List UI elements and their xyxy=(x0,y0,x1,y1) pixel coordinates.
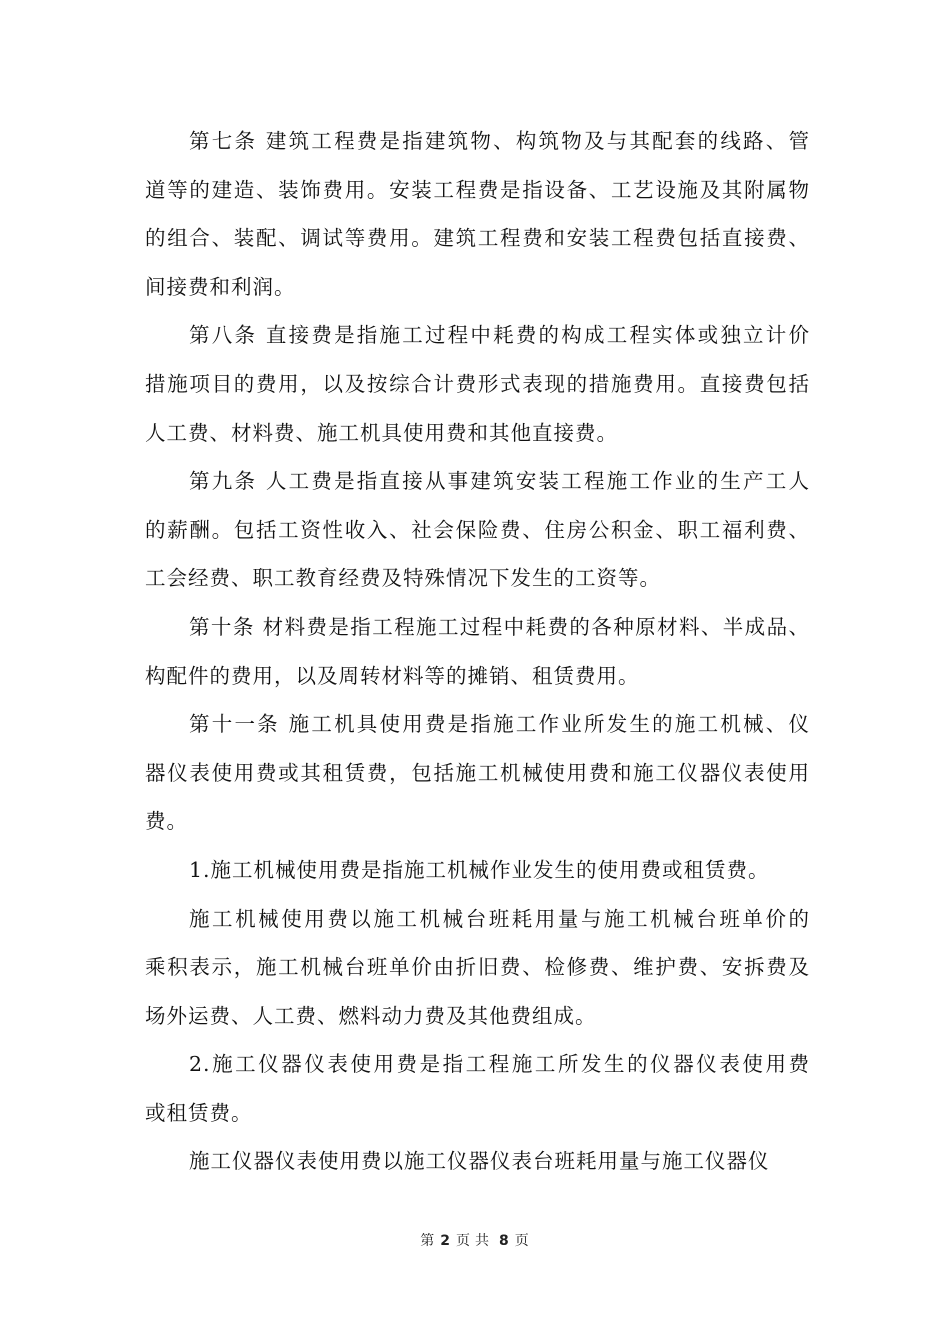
paragraph-line: 第九条 人工费是指直接从事建筑安装工程施工作业的生产工人 xyxy=(189,469,810,494)
paragraph-line: 的组合、装配、调试等费用。建筑工程费和安装工程费包括直接费、 xyxy=(145,226,810,251)
paragraph-line: 2.施工仪器仪表使用费是指工程施工所发生的仪器仪表使用费 xyxy=(189,1052,810,1077)
footer-total-word: 共 xyxy=(475,1233,490,1249)
paragraph-line: 第十条 材料费是指工程施工过程中耗费的各种原材料、半成品、 xyxy=(189,614,810,639)
paragraph xyxy=(145,311,810,457)
footer-suffix: 页 xyxy=(514,1233,530,1249)
paragraph-line: 第十一条 施工机具使用费是指施工作业所发生的施工机械、仪 xyxy=(189,712,810,737)
paragraph-line: 乘积表示，施工机械台班单价由折旧费、检修费、维护费、安拆费及 xyxy=(145,955,810,980)
paragraph-line: 措施项目的费用，以及按综合计费形式表现的措施费用。直接费包括 xyxy=(145,371,810,396)
footer-page-word: 页 xyxy=(456,1233,471,1249)
paragraph-line: 第七条 建筑工程费是指建筑物、构筑物及与其配套的线路、管 xyxy=(189,129,810,153)
paragraph-line: 间接费和利润。 xyxy=(145,274,296,299)
paragraph xyxy=(145,1137,810,1186)
paragraph-line: 工会经费、职工教育经费及特殊情况下发生的工资等。 xyxy=(145,566,661,591)
paragraph-line: 1.施工机械使用费是指施工机械作业发生的使用费或租赁费。 xyxy=(189,857,770,882)
paragraph-line: 费。 xyxy=(145,809,188,834)
paragraph xyxy=(145,846,810,895)
paragraph-line: 第八条 直接费是指施工过程中耗费的构成工程实体或独立计价 xyxy=(189,323,810,348)
paragraph-line: 施工仪器仪表使用费以施工仪器仪表台班耗用量与施工仪器仪 xyxy=(189,1149,770,1174)
paragraph xyxy=(145,895,810,1041)
footer-page-number: 2 xyxy=(440,1233,451,1249)
paragraph-line: 人工费、材料费、施工机具使用费和其他直接费。 xyxy=(145,420,618,445)
paragraph-line: 场外运费、人工费、燃料动力费及其他费组成。 xyxy=(145,1003,597,1028)
paragraph xyxy=(145,700,810,846)
paragraph xyxy=(145,457,810,603)
paragraph-line: 器仪表使用费或其租赁费，包括施工机械使用费和施工仪器仪表使用 xyxy=(145,760,810,785)
paragraph-line: 或租赁费。 xyxy=(145,1100,253,1125)
paragraph xyxy=(145,117,810,311)
footer-total-pages: 8 xyxy=(499,1233,510,1249)
paragraph-line: 施工机械使用费以施工机械台班耗用量与施工机械台班单价的 xyxy=(189,906,810,931)
paragraph-line: 构配件的费用，以及周转材料等的摊销、租赁费用。 xyxy=(145,663,640,688)
page-footer xyxy=(0,1230,950,1250)
paragraph-line: 道等的建造、装饰费用。安装工程费是指设备、工艺设施及其附属物 xyxy=(145,177,810,202)
document-body xyxy=(145,117,810,1186)
footer-prefix: 第 xyxy=(420,1233,436,1249)
paragraph xyxy=(145,1040,810,1137)
paragraph xyxy=(145,603,810,700)
paragraph-line: 的薪酬。包括工资性收入、社会保险费、住房公积金、职工福利费、 xyxy=(145,517,810,542)
